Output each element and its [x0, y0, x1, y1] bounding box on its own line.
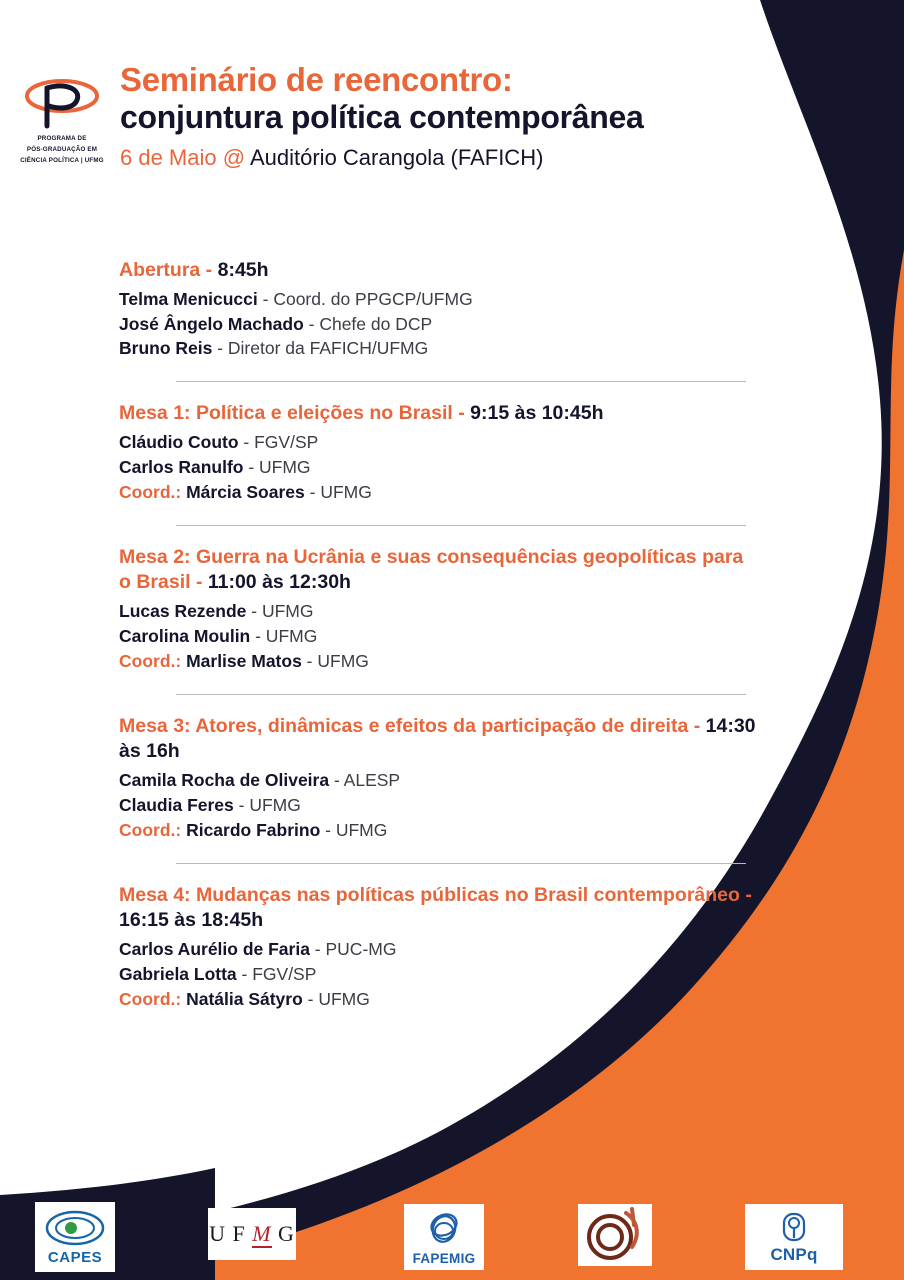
session-participant — [119, 962, 759, 987]
participant-affiliation: - UFMG — [304, 481, 372, 502]
session-time: 14:30 às 16h — [119, 714, 756, 763]
participant-affiliation: - UFMG — [233, 794, 301, 815]
participant-affiliation: - FGV/SP — [236, 963, 317, 984]
ppgcp-logo-line2: PÓS-GRADUAÇÃO EM — [26, 146, 98, 153]
event-date: 6 de Maio @ — [120, 144, 246, 170]
session-time: 16:15 às 18:45h — [119, 909, 264, 932]
participant-name: Bruno Reis — [119, 338, 213, 359]
participant-name: José Ângelo Machado — [119, 313, 304, 334]
event-venue: Auditório Carangola (FAFICH) — [249, 144, 544, 170]
capes-label: CAPES — [47, 1249, 103, 1266]
dcp-icon — [582, 1207, 648, 1263]
session-participant — [119, 987, 759, 1012]
participant-name: Telma Menicucci — [119, 288, 258, 309]
participant-name: Ricardo Fabrino — [186, 819, 321, 840]
participant-name: Camila Rocha de Oliveira — [119, 770, 330, 790]
session-title — [119, 545, 759, 596]
participant-affiliation: - UFMG — [243, 456, 311, 477]
participant-affiliation: - PUC-MG — [309, 939, 397, 959]
participant-name: Natália Sátyro — [186, 988, 303, 1009]
sponsor-logo-fapemig — [404, 1204, 484, 1270]
session-block — [119, 714, 759, 843]
sponsor-footer — [0, 1200, 904, 1280]
sponsor-logo-ufmg — [208, 1208, 296, 1260]
participant-affiliation: - Coord. do PPGCP/UFMG — [257, 288, 473, 309]
session-participant — [119, 768, 759, 793]
session-title-text: Mesa 3: Atores, dinâmicas e efeitos da participação de direita - — [119, 714, 706, 737]
capes-icon — [44, 1208, 106, 1248]
session-participant — [119, 455, 759, 480]
session-participant — [119, 624, 759, 649]
fapemig-label: FAPEMIG — [412, 1250, 476, 1266]
participant-affiliation: - UFMG — [246, 601, 314, 621]
session-participant — [119, 336, 759, 361]
session-title — [119, 714, 759, 765]
ppgcp-logo-line3: CIÊNCIA POLÍTICA | UFMG — [20, 157, 104, 164]
participant-affiliation: - ALESP — [329, 770, 401, 790]
participant-name: Cláudio Couto — [119, 432, 239, 452]
coordinator-label: Coord.: — [119, 481, 187, 502]
title-block — [120, 62, 820, 171]
participant-name: Carlos Ranulfo — [119, 456, 244, 477]
participant-affiliation: - UFMG — [301, 650, 369, 671]
participant-affiliation: - FGV/SP — [238, 432, 319, 452]
section-divider — [176, 863, 746, 864]
participant-affiliation: - UFMG — [320, 819, 388, 840]
sponsor-logo-capes — [35, 1202, 115, 1272]
fapemig-icon — [423, 1209, 465, 1249]
session-title-text: Abertura - — [119, 259, 218, 281]
ppgcp-logo-line1: PROGRAMA DE — [37, 135, 87, 142]
participant-affiliation: - Diretor da FAFICH/UFMG — [212, 338, 429, 359]
participant-name: Carlos Aurélio de Faria — [119, 939, 310, 959]
session-participant — [119, 649, 759, 674]
program-list — [119, 258, 759, 1012]
section-divider — [176, 694, 746, 695]
poster-header — [0, 62, 820, 171]
participant-name: Márcia Soares — [186, 481, 305, 502]
poster-subtitle — [120, 145, 820, 171]
session-title — [119, 883, 759, 934]
participant-affiliation: - UFMG — [302, 988, 370, 1009]
session-time: 9:15 às 10:45h — [470, 402, 604, 425]
poster-title-line2: conjuntura política contemporânea — [120, 98, 644, 135]
cnpq-label: CNPq — [770, 1244, 818, 1264]
session-title-text: Mesa 1: Política e eleições no Brasil - — [119, 402, 471, 425]
session-time: 8:45h — [217, 259, 269, 281]
session-block — [119, 883, 759, 1012]
session-time: 11:00 às 12:30h — [207, 571, 351, 594]
session-participant — [119, 599, 759, 624]
section-divider — [176, 525, 746, 526]
session-participant — [119, 312, 759, 337]
section-divider — [176, 381, 746, 382]
session-participant — [119, 287, 759, 312]
poster-title-line1: Seminário de reencontro: — [120, 61, 513, 98]
participant-affiliation: - Chefe do DCP — [303, 313, 433, 334]
ufmg-wordmark: U F M G — [209, 1221, 295, 1246]
participant-name: Claudia Feres — [119, 794, 234, 815]
session-participant — [119, 793, 759, 818]
coordinator-label: Coord.: — [119, 650, 187, 671]
session-title-text: Mesa 2: Guerra na Ucrânia e suas consequências geopolíticas para o Brasil - — [119, 545, 744, 594]
session-title-text: Mesa 4: Mudanças nas políticas públicas no Brasil contemporâneo - — [119, 883, 752, 906]
session-block — [119, 545, 759, 674]
coordinator-label: Coord.: — [119, 988, 187, 1009]
session-block — [119, 258, 759, 361]
session-participant — [119, 480, 759, 505]
participant-name: Carolina Moulin — [119, 625, 251, 646]
session-participant — [119, 937, 759, 962]
sponsor-logo-dcp — [578, 1204, 652, 1266]
coordinator-label: Coord.: — [119, 819, 187, 840]
session-title — [119, 258, 759, 284]
participant-name: Lucas Rezende — [119, 601, 247, 621]
ppgcp-logo-mark — [19, 76, 105, 132]
session-participant — [119, 818, 759, 843]
participant-name: Gabriela Lotta — [119, 963, 237, 984]
participant-name: Marlise Matos — [186, 650, 302, 671]
participant-affiliation: - UFMG — [250, 625, 318, 646]
session-block — [119, 401, 759, 504]
session-title — [119, 401, 759, 427]
session-participant — [119, 430, 759, 455]
sponsor-logo-cnpq — [745, 1204, 843, 1270]
ppgcp-logo — [14, 76, 110, 165]
cnpq-icon — [779, 1210, 809, 1244]
